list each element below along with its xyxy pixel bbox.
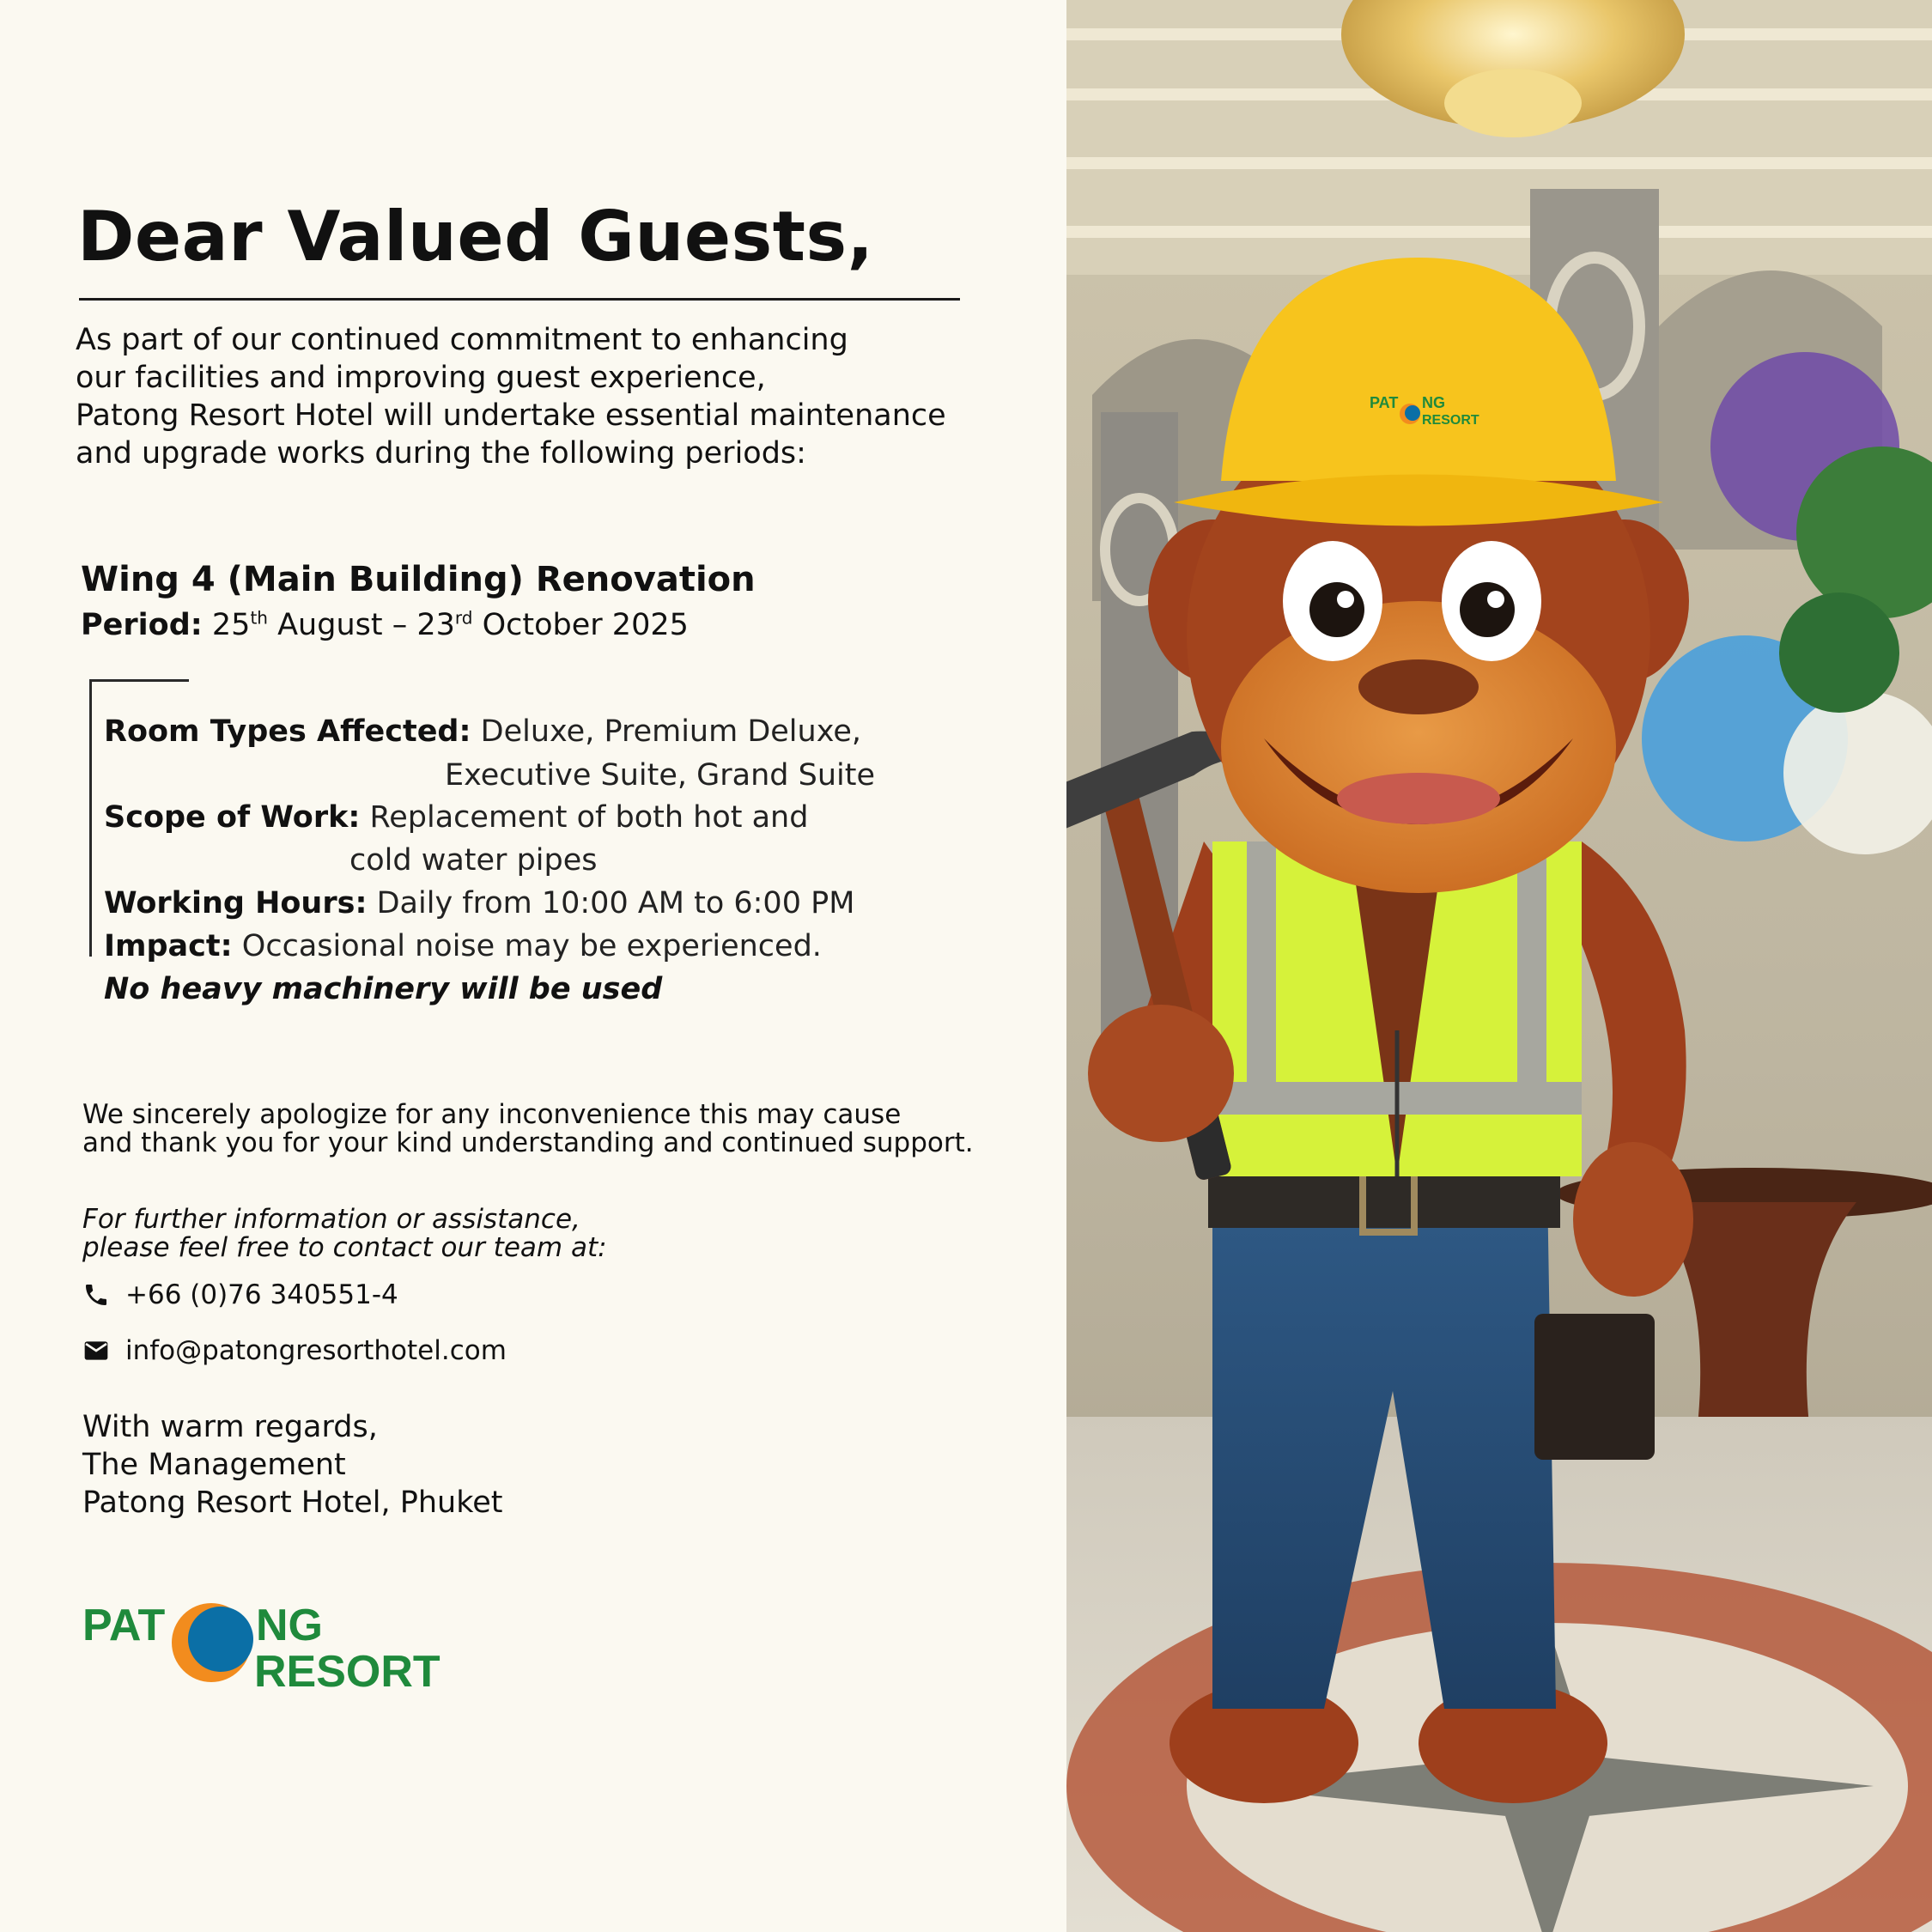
helmet-logo-ng: NG: [1422, 394, 1445, 411]
impact-label: Impact:: [104, 929, 233, 963]
intro-paragraph: [76, 321, 986, 472]
right-eye-highlight: [1487, 591, 1504, 608]
intro-line: and upgrade works during the following periods:: [76, 436, 806, 471]
vest-reflective-left: [1247, 841, 1276, 1091]
rooms-affected-continued: [445, 758, 875, 793]
logo-text-resort: RESORT: [254, 1647, 440, 1690]
envelope-icon: [82, 1337, 110, 1364]
impact-value: Occasional noise may be experienced.: [241, 929, 822, 963]
rooms-value: Deluxe, Premium Deluxe,: [480, 714, 862, 749]
apology-paragraph: [82, 1101, 974, 1157]
email-contact[interactable]: [82, 1335, 507, 1366]
scope-row: [104, 800, 808, 835]
scope-value-continued: cold water pipes: [349, 843, 598, 878]
period-line: [81, 608, 689, 642]
contact-intro: [82, 1206, 607, 1262]
intro-line: Patong Resort Hotel will undertake essential maintenance: [76, 398, 946, 433]
phone-contact[interactable]: [82, 1279, 398, 1310]
renovation-title: Wing 4 (Main Building) Renovation: [81, 560, 756, 599]
logo-text-ng: NG: [256, 1601, 323, 1650]
mascot-tongue: [1337, 773, 1500, 824]
signoff-line: Patong Resort Hotel, Phuket: [82, 1485, 503, 1520]
logo-blue-circle: [188, 1607, 253, 1672]
period-end-rest: October 2025: [482, 608, 689, 642]
period-label: Period:: [81, 608, 203, 642]
period-end-suffix: rd: [454, 607, 473, 629]
rooms-affected-row: [104, 714, 861, 749]
impact-row: [104, 929, 822, 963]
mascot-nose: [1358, 659, 1479, 714]
period-start-day: 25: [211, 608, 251, 642]
helmet-logo-resort: RESORT: [1422, 413, 1479, 428]
greeting-heading: Dear Valued Guests,: [77, 197, 874, 276]
mascot-muzzle: [1221, 601, 1616, 893]
helmet-logo-circle: [1405, 405, 1420, 421]
details-bracket-vertical: [89, 679, 92, 957]
scope-continued: [349, 843, 598, 878]
flowers-leaves: [1779, 592, 1899, 713]
left-eye-highlight: [1337, 591, 1354, 608]
working-hours-row: [104, 886, 854, 920]
helmet-logo-pat: PAT: [1370, 394, 1399, 411]
signoff-line: The Management: [82, 1448, 346, 1482]
hours-value: Daily from 10:00 AM to 6:00 PM: [376, 886, 855, 920]
mascot-right-hand: [1573, 1142, 1693, 1297]
mascot-right-pupil: [1460, 582, 1515, 637]
mascot-belt: [1208, 1176, 1560, 1228]
vest-reflective-right: [1517, 841, 1546, 1091]
scope-label: Scope of Work:: [104, 800, 361, 835]
machinery-note: No heavy machinery will be used: [104, 972, 663, 1006]
hours-label: Working Hours:: [104, 886, 368, 920]
signoff-line: With warm regards,: [82, 1410, 378, 1444]
tool-pouch: [1534, 1314, 1655, 1460]
apology-line: and thank you for your kind understanding and continued support.: [82, 1127, 974, 1158]
contact-intro-line: For further information or assistance,: [82, 1204, 580, 1235]
rooms-value-continued: Executive Suite, Grand Suite: [445, 758, 876, 793]
phone-icon: [82, 1281, 110, 1309]
details-bracket-horizontal: [89, 679, 189, 682]
scope-value: Replacement of both hot and: [369, 800, 809, 835]
signoff: [82, 1408, 503, 1522]
mascot-left-hand: [1088, 1005, 1234, 1142]
rooms-label: Room Types Affected:: [104, 714, 471, 749]
period-start-rest: August – 23: [277, 608, 455, 642]
heading-divider: [79, 298, 960, 301]
chandelier-bottom: [1444, 69, 1582, 137]
patong-resort-logo: [82, 1595, 452, 1690]
intro-line: our facilities and improving guest experience,: [76, 361, 766, 395]
mascot-lobby-photo: [1066, 0, 1932, 1932]
period-start-suffix: th: [250, 607, 268, 629]
mascot-left-pupil: [1309, 582, 1364, 637]
phone-number[interactable]: +66 (0)76 340551-4: [125, 1279, 398, 1310]
apology-line: We sincerely apologize for any inconvenience this may cause: [82, 1099, 902, 1130]
logo-text-pat: PAT: [82, 1601, 166, 1650]
intro-line: As part of our continued commitment to enhancing: [76, 323, 848, 357]
contact-intro-line: please feel free to contact our team at:: [82, 1232, 607, 1263]
email-address[interactable]: info@patongresorthotel.com: [125, 1335, 507, 1366]
